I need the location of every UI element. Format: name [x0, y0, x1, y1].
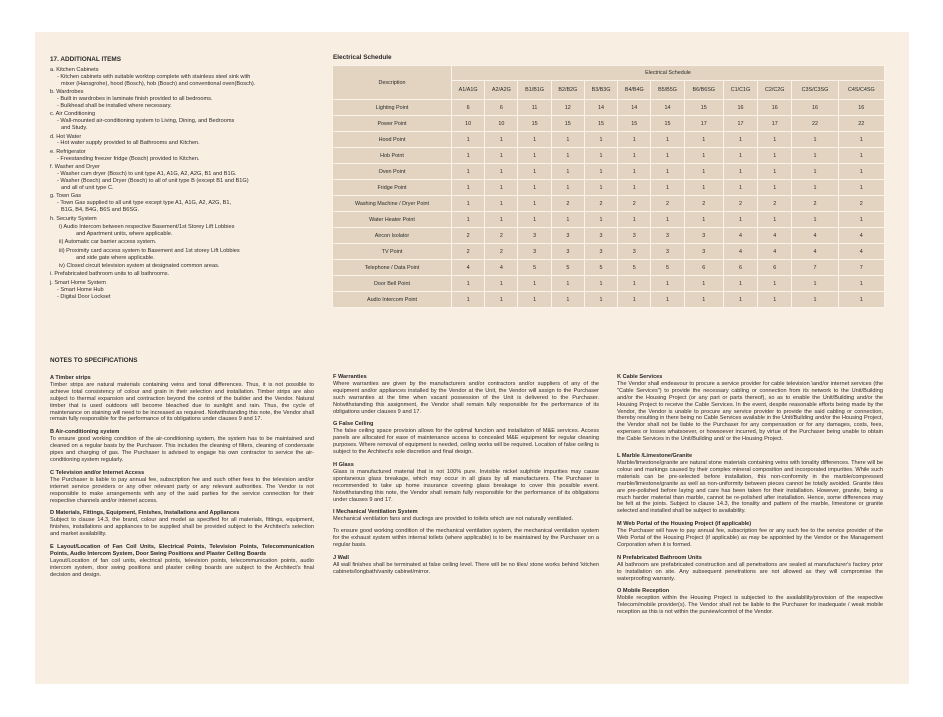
column-header: C4S/C4SG [838, 81, 884, 100]
table-cell: 3 [584, 244, 617, 260]
table-cell: 10 [452, 116, 485, 132]
table-cell: 1 [684, 132, 723, 148]
row-label: Water Heater Point [333, 212, 452, 228]
table-cell: 1 [792, 292, 838, 308]
table-row [333, 276, 885, 292]
note-l: L Marble /Limestone/Granite Marble/limestone/granite are natural stone materials containing veins with tonality differences. There will be colour and markings caused by their complex mineral composition and incorporated impurities. While such materials can be pre-selected before installation, this non-conformity in the marble/compressed marble/limestone/granite as well as non-uniformity between pieces cannot be totally avoided. Granite tiles are pre-polished before laying and care has been taken for their installation. However, granite, being a much harder material than marble, cannot be re-polished after installation. Hence, some differences may be felt at the joints. Subject to clause 14.3, the tonality and pattern of the marble, limestone or granite selected and installed shall be subject to availability. [617, 453, 883, 515]
table-cell: 10 [485, 116, 518, 132]
table-cell: 1 [518, 276, 551, 292]
note-e: E Layout/Location of Fan Coil Units, Electrical Points, Television Points, Telecommunication Points, Audio Intercom System, Door Swing Positions and Plaster Ceiling Boards Layout/Location of fan coil units, electrical points, television points, telecommunication points, audio intercom system, door swing positions and plaster ceiling boards are subject to the Architect's final decision and design. [50, 544, 314, 578]
table-cell: 1 [684, 292, 723, 308]
table-cell: 4 [792, 244, 838, 260]
column-header: B2/B2G [551, 81, 584, 100]
table-cell: 15 [584, 116, 617, 132]
table-cell: 1 [651, 132, 684, 148]
table-cell: 17 [758, 116, 792, 132]
table-row [333, 212, 885, 228]
table-cell: 1 [758, 132, 792, 148]
note-b: B Air-conditioning system To ensure good working condition of the air-conditioning system, the system has to be maintained and cleaned on a regular basis by the Purchaser. This includes the cleaning of filters, cleaning of condensate pipes and charging of gas. The Purchaser is advised to engage his own contractor to service the air-conditioning system regularly. [50, 429, 314, 463]
desc-header: Description [333, 66, 452, 100]
table-cell: 1 [618, 148, 651, 164]
table-cell: 1 [452, 292, 485, 308]
table-cell: 1 [684, 148, 723, 164]
table-cell: 2 [551, 196, 584, 212]
table-cell: 1 [551, 180, 584, 196]
table-cell: 1 [838, 212, 884, 228]
column-header: C3S/C3SG [792, 81, 838, 100]
table-cell: 2 [584, 196, 617, 212]
table-cell: 1 [838, 132, 884, 148]
table-cell: 4 [758, 244, 792, 260]
schedule-caption: Electrical Schedule [333, 54, 392, 61]
table-cell: 1 [518, 212, 551, 228]
table-cell: 15 [551, 116, 584, 132]
table-cell: 2 [485, 228, 518, 244]
row-label: TV Point [333, 244, 452, 260]
table-cell: 1 [551, 292, 584, 308]
item-town-gas: g. Town Gas - Town Gas supplied to all unit type except type A1, A1G, A2, A2G, B1, B1G, B4, B4G, B6S and B6SG. [50, 193, 232, 214]
group-header: Electrical Schedule [452, 66, 885, 81]
table-cell: 1 [684, 180, 723, 196]
table-cell: 3 [551, 228, 584, 244]
note-a: A Timber strips Timber strips are natural materials containing veins and tonal differences. Thus, it is not possible to achieve total consistency of colour and grain in their selection and installation. Timber strips are also subject to thermal expansion and contraction beyond the control of the builder and the Vendor. Natural timber that is used outdoors will become bleached due to sunlight and rain. Thus, the cycle of maintenance on staining will need to be increased as required. Notwithstanding this note, the Vendor shall remain fully responsible for the performance of its obligations under clauses 9 and 17. [50, 375, 314, 423]
table-cell: 1 [584, 180, 617, 196]
table-row [333, 100, 885, 116]
table-cell: 1 [518, 292, 551, 308]
table-cell: 17 [723, 116, 757, 132]
table-cell: 4 [758, 228, 792, 244]
additional-items-title: 17. ADDITIONAL ITEMS [50, 56, 122, 63]
table-cell: 1 [838, 292, 884, 308]
table-cell: 1 [518, 148, 551, 164]
table-cell: 1 [651, 276, 684, 292]
table-cell: 14 [618, 100, 651, 116]
column-header: B3/B3G [584, 81, 617, 100]
table-cell: 14 [651, 100, 684, 116]
table-cell: 17 [684, 116, 723, 132]
table-cell: 5 [584, 260, 617, 276]
table-cell: 1 [684, 212, 723, 228]
item-wardrobes: b. Wardrobes - Built in wardrobes in laminate finish provided to all bedrooms. - Bulkhead shall be installed where necessary. [50, 89, 213, 109]
table-cell: 6 [485, 100, 518, 116]
row-label: Oven Point [333, 164, 452, 180]
table-row [333, 164, 885, 180]
table-cell: 4 [723, 228, 757, 244]
table-cell: 1 [584, 148, 617, 164]
note-m: M Web Portal of the Housing Project (if applicable) The Purchaser will have to pay annual fee, subscription fee or any such fee to the service provider of the Web Portal of the Housing Project (if applicable) as may be appointed by the Vendor or the Management Corporation when it is formed. [617, 521, 883, 548]
table-cell: 22 [838, 116, 884, 132]
table-cell: 1 [618, 276, 651, 292]
table-cell: 1 [584, 164, 617, 180]
table-cell: 1 [723, 292, 757, 308]
table-cell: 3 [684, 244, 723, 260]
table-cell: 1 [651, 148, 684, 164]
table-cell: 1 [651, 292, 684, 308]
row-label: Hob Point [333, 148, 452, 164]
table-cell: 1 [792, 276, 838, 292]
note-f: F Warranties Where warranties are given by the manufacturers and/or contractors and/or suppliers of any of the equipment and/or appliances installed by the Vendor at the Unit, the Vendor will assign to the Purchaser such warranties at the time when vacant possession of the Unit is delivered to the Purchaser. Notwithstanding this assignment, the Vendor shall remain fully responsible for the performance of its obligations under clauses 9 and 17. [333, 374, 599, 415]
table-cell: 1 [723, 164, 757, 180]
column-header: C1/C1G [723, 81, 757, 100]
additional-items-section [50, 57, 320, 301]
table-cell: 1 [684, 164, 723, 180]
column-header: B1/B1G [518, 81, 551, 100]
spec-page [35, 32, 909, 684]
table-cell: 2 [452, 244, 485, 260]
item-smart-home: j. Smart Home System - Smart Home Hub - Digital Door Lockset [50, 279, 111, 300]
item-washer-dryer: f. Washer and Dryer - Washer cum dryer (Bosch) to unit type A1, A1G, A2, A2G, B1 and B1G. - Washer (Bosch) and Dryer (Bosch) to all of unit type B (except B1 and B1G) and all of unit type C. [50, 164, 249, 191]
table-cell: 6 [723, 260, 757, 276]
table-cell: 1 [723, 148, 757, 164]
table-row [333, 228, 885, 244]
note-c: C Television and/or Internet Access The Purchaser is liable to pay annual fee, subscription fee and such other fees to the television and/or internet service providers or any other relevant party or any relevant authorities. The Vendor is not responsible to make arrangements with any of the said parties for the service connection for their respective channels and/or internet access. [50, 469, 314, 504]
table-cell: 1 [618, 292, 651, 308]
table-cell: 1 [792, 132, 838, 148]
table-cell: 12 [551, 100, 584, 116]
table-cell: 2 [723, 196, 757, 212]
table-cell: 4 [838, 244, 884, 260]
row-label: Door Bell Point [333, 276, 452, 292]
table-cell: 1 [584, 132, 617, 148]
table-cell: 1 [452, 148, 485, 164]
table-cell: 4 [485, 260, 518, 276]
table-cell: 1 [758, 148, 792, 164]
table-cell: 1 [452, 180, 485, 196]
table-cell: 5 [618, 260, 651, 276]
item-hot-water: d. Hot Water - Hot water supply provided to all Bathrooms and Kitchen. [50, 133, 200, 147]
table-cell: 15 [651, 116, 684, 132]
table-cell: 2 [758, 196, 792, 212]
table-row [333, 292, 885, 308]
table-cell: 1 [723, 180, 757, 196]
table-cell: 3 [584, 228, 617, 244]
table-cell: 1 [723, 132, 757, 148]
notes-column-2 [333, 374, 599, 582]
table-cell: 2 [792, 196, 838, 212]
column-header: B6/B6SG [684, 81, 723, 100]
electrical-schedule-table [332, 65, 885, 308]
table-cell: 7 [838, 260, 884, 276]
table-cell: 1 [452, 212, 485, 228]
table-cell: 22 [792, 116, 838, 132]
table-cell: 16 [792, 100, 838, 116]
note-i: I Mechanical Ventilation System Mechanical ventilation fans and ductings are provided to toilets which are not naturally ventilated. To ensure good working condition of the mechanical ventilation system, the mechanical ventilation system for the exhaust system within internal toilets (where applicable) is to be maintained by the Purchaser on a regular basis. [333, 509, 599, 549]
table-cell: 1 [838, 276, 884, 292]
row-label: Washing Machine / Dryer Point [333, 196, 452, 212]
note-j: J Wall All wall finishes shall be terminated at false ceiling level. There will be no tiles/ stone works behind 'kitchen cabinets/longbath/vanity cabinet/mirror. [333, 554, 599, 575]
table-cell: 1 [651, 212, 684, 228]
notes-title: NOTES TO SPECIFICATIONS [50, 357, 138, 364]
table-row [333, 132, 885, 148]
note-h: H Glass Glass is manufactured material that is not 100% pure. Invisible nickel sulphide impurities may cause spontaneous glass breakage, which may occur in all glass by all manufacturers. The Purchaser is recommended to take up home insurance covering glass breakage to cover this possible event. Notwithstanding this note, the Vendor shall remain fully responsible for the performance of its obligations under clauses 9 and 17. [333, 461, 599, 503]
table-cell: 1 [838, 148, 884, 164]
note-n: N Prefabricated Bathroom Units All bathroom are prefabricated construction and all penetrations are sealed at manufacturer's factory prior to installation on site. Any subsequent penetrations are not allowed as they will compromise the waterproofing warranty. [617, 554, 883, 582]
table-cell: 1 [618, 212, 651, 228]
table-cell: 2 [651, 196, 684, 212]
row-label: Lighting Point [333, 100, 452, 116]
table-cell: 1 [518, 164, 551, 180]
table-cell: 2 [485, 244, 518, 260]
table-cell: 15 [518, 116, 551, 132]
table-cell: 1 [584, 276, 617, 292]
table-cell: 14 [584, 100, 617, 116]
table-cell: 2 [618, 196, 651, 212]
row-label: Fridge Point [333, 180, 452, 196]
table-cell: 15 [684, 100, 723, 116]
table-cell: 1 [838, 164, 884, 180]
table-row [333, 148, 885, 164]
schedule-body [333, 100, 885, 308]
table-cell: 6 [758, 260, 792, 276]
table-cell: 2 [452, 228, 485, 244]
table-cell: 1 [758, 276, 792, 292]
table-cell: 1 [792, 212, 838, 228]
electrical-schedule [332, 54, 885, 308]
table-cell: 1 [584, 212, 617, 228]
table-cell: 4 [838, 228, 884, 244]
table-cell: 1 [684, 276, 723, 292]
table-cell: 5 [518, 260, 551, 276]
table-row [333, 244, 885, 260]
table-cell: 3 [651, 244, 684, 260]
column-header: A2/A2G [485, 81, 518, 100]
table-cell: 5 [651, 260, 684, 276]
table-cell: 1 [452, 196, 485, 212]
row-label: Telephone / Data Point [333, 260, 452, 276]
column-header: A1/A1G [452, 81, 485, 100]
table-cell: 1 [485, 212, 518, 228]
table-cell: 1 [838, 180, 884, 196]
table-cell: 1 [485, 292, 518, 308]
item-air-conditioning: c. Air Conditioning - Wall-mounted air-conditioning system to Living, Dining, and Bedrooms and Study. [50, 111, 235, 132]
table-cell: 1 [758, 164, 792, 180]
table-cell: 1 [518, 180, 551, 196]
table-cell: 2 [838, 196, 884, 212]
table-cell: 3 [684, 228, 723, 244]
notes-column-1 [50, 375, 314, 585]
table-cell: 7 [792, 260, 838, 276]
table-cell: 1 [651, 180, 684, 196]
row-label: Power Point [333, 116, 452, 132]
table-cell: 1 [485, 164, 518, 180]
table-cell: 1 [792, 164, 838, 180]
row-label: Aircon Isolator [333, 228, 452, 244]
table-row [333, 116, 885, 132]
table-row [333, 180, 885, 196]
table-cell: 1 [452, 276, 485, 292]
table-cell: 1 [618, 164, 651, 180]
item-refrigerator: e. Refrigerator - Freestanding freezer fridge (Bosch) provided to Kitchen. [50, 148, 200, 162]
table-cell: 1 [758, 292, 792, 308]
column-header: C2/C2G [758, 81, 792, 100]
table-cell: 1 [584, 292, 617, 308]
table-cell: 3 [651, 228, 684, 244]
table-cell: 1 [551, 164, 584, 180]
table-cell: 3 [551, 244, 584, 260]
table-cell: 1 [758, 212, 792, 228]
notes-column-3 [617, 374, 883, 622]
table-cell: 1 [723, 276, 757, 292]
table-cell: 16 [838, 100, 884, 116]
table-cell: 1 [618, 180, 651, 196]
table-cell: 6 [452, 100, 485, 116]
table-cell: 3 [518, 228, 551, 244]
note-k: K Cable Services The Vendor shall endeavour to procure a service provider for cable television \and/or internet services (the "Cable Services") to provide the necessary cabling or connection from its network to the Unit/Building and/or the Housing Project (or any part or parts thereof), so as to enable the Unit/Building and/or the Housing Project to receive the Cable Services. In the event, despite reasonable efforts being made by the Vendor, the Vendor is unable to procure any service provider to provide the said cabling or connection, thereby resulting in there being no Cable Services available in the Unit/Building and/or the Housing Project, the Vendor shall not be liable to the Purchaser for any compensation or for any damages, costs, fees, expenses or losses whatsoever, or howsoever incurred, by virtue of the Purchaser being unable to obtain the Cable Services in the Unit/Building and/ or the Housing Project. [617, 374, 883, 443]
table-cell: 1 [551, 276, 584, 292]
table-cell: 1 [551, 148, 584, 164]
table-cell: 3 [618, 244, 651, 260]
table-cell: 5 [551, 260, 584, 276]
table-cell: 3 [618, 228, 651, 244]
table-cell: 1 [651, 164, 684, 180]
table-cell: 1 [758, 180, 792, 196]
row-label: Audio Intercom Point [333, 292, 452, 308]
table-cell: 6 [684, 260, 723, 276]
table-cell: 1 [452, 164, 485, 180]
table-cell: 15 [618, 116, 651, 132]
table-cell: 1 [551, 132, 584, 148]
note-d: D Materials, Fittings, Equipment, Finishes, Installations and Appliances Subject to clause 14.3, the brand, colour and model as specified for all materials, fittings, equipment, finishes, installations and appliances to be supplied shall be provided subject to the Architect's selection and market availability. [50, 510, 314, 538]
table-cell: 4 [723, 244, 757, 260]
table-cell: 1 [485, 276, 518, 292]
item-prefab-bathroom: i. Prefabricated bathroom units to all bathrooms. [50, 271, 170, 278]
table-cell: 3 [518, 244, 551, 260]
table-cell: 1 [518, 196, 551, 212]
table-cell: 1 [723, 212, 757, 228]
table-cell: 4 [792, 228, 838, 244]
column-header: B4/B4G [618, 81, 651, 100]
table-cell: 11 [518, 100, 551, 116]
table-cell: 1 [485, 180, 518, 196]
table-cell: 4 [452, 260, 485, 276]
item-security-system: h. Security System i) Audio Intercom between respective Basement/1st Storey Lift Lobbies and Apartment units, where applicable. ii) Automatic car barrier access system. iii) Proximity card access system to Basement and 1st storey Lift Lobbies and side gate where applicable. iv) Closed circuit television system at designated common areas. [50, 215, 240, 269]
table-cell: 1 [485, 196, 518, 212]
table-row [333, 260, 885, 276]
note-g: G False Ceiling The false ceiling space provision allows for the optimal function and installation of M&E services. Access panels are allocated for ease of maintenance access to concealed M&E equipment for regular cleaning purposes. Where removal of equipment is needed, ceiling works will be required. Location of false ceiling is subject to the Architect's sole discretion and final design. [333, 421, 599, 456]
table-cell: 2 [684, 196, 723, 212]
table-cell: 16 [758, 100, 792, 116]
table-cell: 1 [485, 132, 518, 148]
table-cell: 1 [452, 132, 485, 148]
table-cell: 1 [792, 180, 838, 196]
table-cell: 1 [792, 148, 838, 164]
table-cell: 1 [618, 132, 651, 148]
table-cell: 1 [551, 212, 584, 228]
table-cell: 1 [518, 132, 551, 148]
note-o: O Mobile Reception Mobile reception within the Housing Project is subjected to the availability/provision of the respective Telecom/mobile provider(s). The Vendor shall not be liable to the Purchaser for inadequate / weak mobile reception as this is not within the purview/control of the Vendor. [617, 588, 883, 616]
column-header: B5/B5G [651, 81, 684, 100]
row-label: Hood Point [333, 132, 452, 148]
table-row [333, 196, 885, 212]
table-cell: 1 [485, 148, 518, 164]
table-cell: 16 [723, 100, 757, 116]
item-kitchen-cabinets: a. Kitchen Cabinets - Kitchen cabinets with suitable worktop complete with stainless steel sink with mixer (Hansgrohe), hood (Bosch), hob (Bosch) and conventional oven(Bosch). [50, 66, 256, 87]
